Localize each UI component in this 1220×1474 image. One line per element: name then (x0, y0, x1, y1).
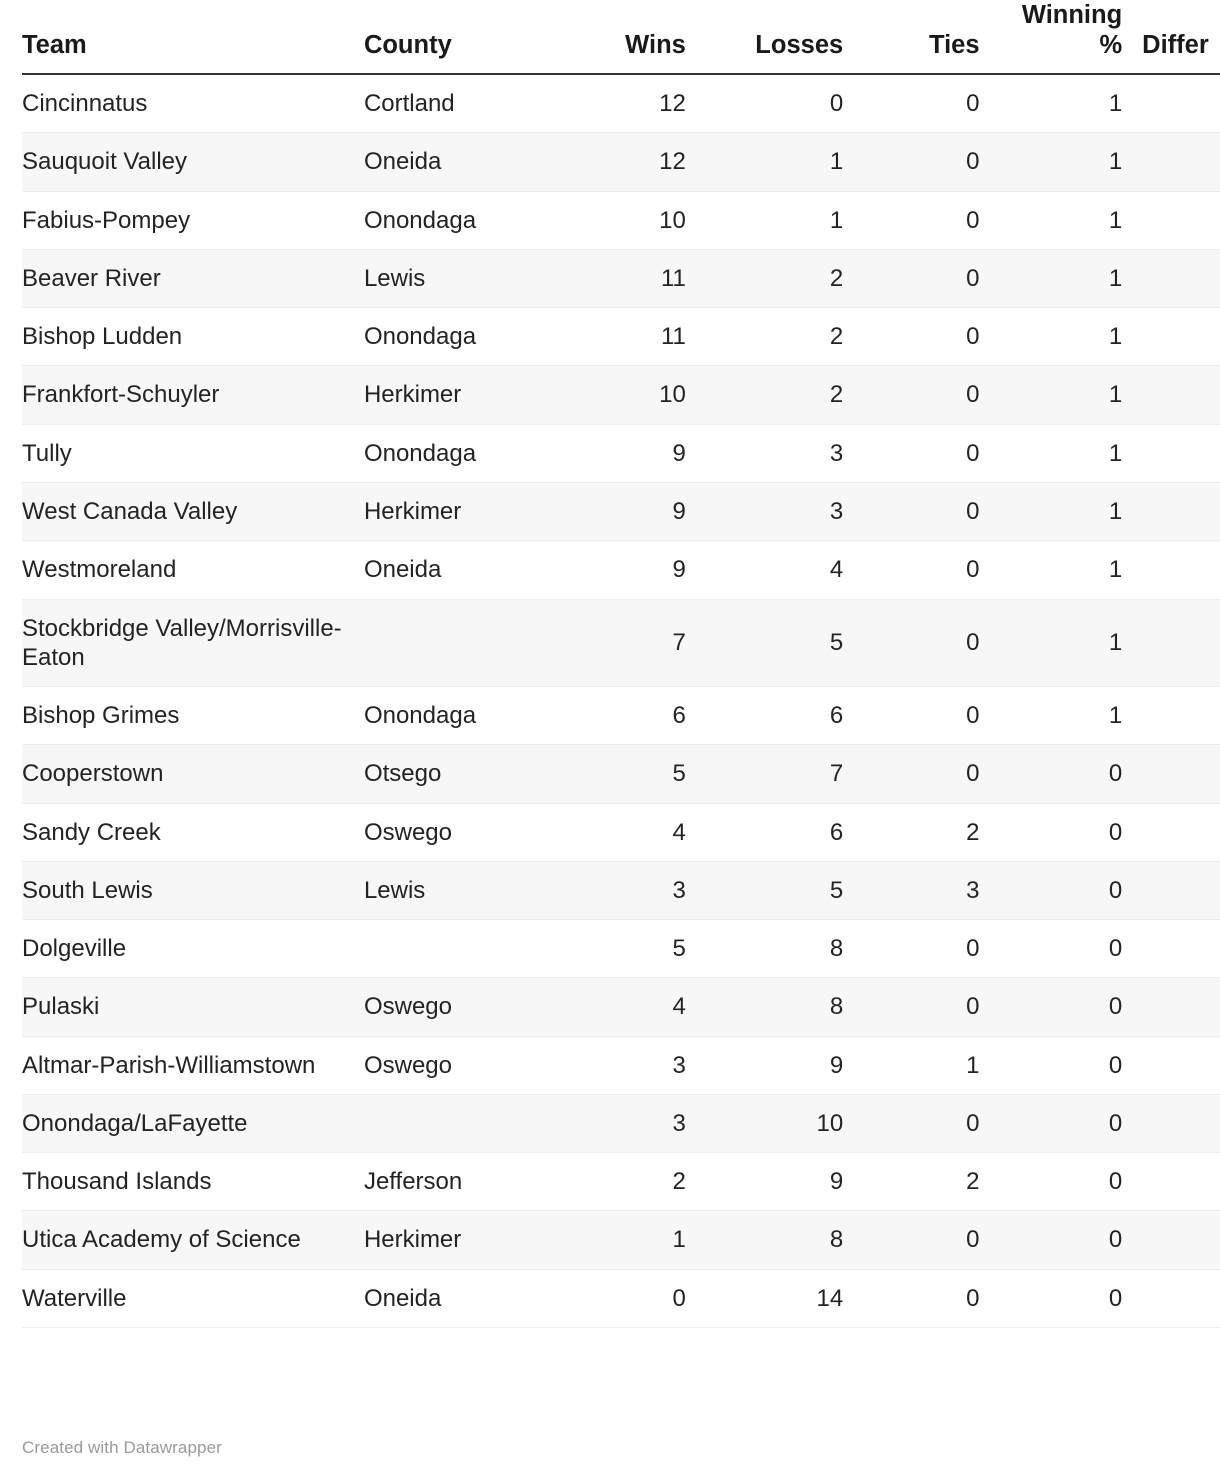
cell-losses: 3 (706, 424, 863, 482)
cell-county (364, 920, 565, 978)
cell-difference (1142, 1269, 1220, 1327)
cell-wins: 9 (565, 424, 706, 482)
cell-difference (1142, 1094, 1220, 1152)
table-row (22, 745, 1220, 803)
cell-wins: 4 (565, 803, 706, 861)
cell-difference (1142, 74, 1220, 133)
cell-county: Oneida (364, 133, 565, 191)
cell-winning-pct: 0 (1000, 861, 1143, 919)
cell-winning-pct: 0 (1000, 745, 1143, 803)
column-header-winning-pct[interactable] (1000, 0, 1143, 74)
cell-losses: 4 (706, 541, 863, 599)
cell-ties: 1 (863, 1036, 999, 1094)
cell-winning-pct: 1 (1000, 599, 1143, 687)
cell-wins: 10 (565, 366, 706, 424)
cell-county: Oneida (364, 1269, 565, 1327)
cell-ties: 0 (863, 424, 999, 482)
cell-team: Tully (22, 424, 364, 482)
cell-losses: 14 (706, 1269, 863, 1327)
cell-team: Cincinnatus (22, 74, 364, 133)
table-row (22, 1211, 1220, 1269)
cell-team: Waterville (22, 1269, 364, 1327)
cell-county: Otsego (364, 745, 565, 803)
cell-team: Onondaga/LaFayette (22, 1094, 364, 1152)
cell-difference (1142, 1036, 1220, 1094)
cell-county: Oswego (364, 978, 565, 1036)
cell-winning-pct: 0 (1000, 920, 1143, 978)
cell-winning-pct: 1 (1000, 74, 1143, 133)
cell-wins: 3 (565, 1036, 706, 1094)
cell-difference (1142, 978, 1220, 1036)
table-row (22, 74, 1220, 133)
table-row (22, 1094, 1220, 1152)
cell-losses: 5 (706, 861, 863, 919)
cell-ties: 0 (863, 1269, 999, 1327)
cell-ties: 2 (863, 1153, 999, 1211)
cell-wins: 6 (565, 687, 706, 745)
table-row (22, 687, 1220, 745)
cell-losses: 1 (706, 191, 863, 249)
cell-team: Utica Academy of Science (22, 1211, 364, 1269)
cell-team: Bishop Ludden (22, 308, 364, 366)
cell-ties: 3 (863, 861, 999, 919)
cell-difference (1142, 133, 1220, 191)
column-header-wins[interactable]: Wins (565, 0, 706, 74)
cell-difference (1142, 424, 1220, 482)
cell-difference (1142, 599, 1220, 687)
cell-county: Oswego (364, 1036, 565, 1094)
cell-team: Sauquoit Valley (22, 133, 364, 191)
cell-winning-pct: 0 (1000, 1094, 1143, 1152)
cell-losses: 3 (706, 483, 863, 541)
cell-winning-pct: 0 (1000, 1153, 1143, 1211)
cell-county: Oneida (364, 541, 565, 599)
cell-county (364, 1094, 565, 1152)
cell-county: Onondaga (364, 191, 565, 249)
table-row (22, 803, 1220, 861)
cell-wins: 3 (565, 861, 706, 919)
cell-ties: 0 (863, 541, 999, 599)
cell-wins: 11 (565, 308, 706, 366)
cell-difference (1142, 1153, 1220, 1211)
cell-ties: 0 (863, 191, 999, 249)
cell-losses: 9 (706, 1153, 863, 1211)
cell-ties: 0 (863, 308, 999, 366)
cell-winning-pct: 1 (1000, 366, 1143, 424)
cell-team: Frankfort-Schuyler (22, 366, 364, 424)
cell-winning-pct: 0 (1000, 1269, 1143, 1327)
cell-winning-pct: 1 (1000, 424, 1143, 482)
cell-team: Fabius-Pompey (22, 191, 364, 249)
cell-team: Westmoreland (22, 541, 364, 599)
cell-losses: 8 (706, 1211, 863, 1269)
table-row (22, 1153, 1220, 1211)
table-row (22, 191, 1220, 249)
cell-winning-pct: 0 (1000, 803, 1143, 861)
cell-difference (1142, 308, 1220, 366)
cell-team: Thousand Islands (22, 1153, 364, 1211)
cell-winning-pct: 1 (1000, 541, 1143, 599)
cell-ties: 0 (863, 1094, 999, 1152)
cell-wins: 2 (565, 1153, 706, 1211)
cell-team: Dolgeville (22, 920, 364, 978)
cell-team: Pulaski (22, 978, 364, 1036)
cell-losses: 0 (706, 74, 863, 133)
cell-difference (1142, 191, 1220, 249)
standings-table (22, 0, 1220, 1328)
cell-difference (1142, 861, 1220, 919)
table-row (22, 861, 1220, 919)
cell-difference (1142, 1211, 1220, 1269)
cell-county: Herkimer (364, 483, 565, 541)
cell-difference (1142, 249, 1220, 307)
winning-pct-line2: % (1099, 31, 1123, 60)
cell-difference (1142, 745, 1220, 803)
cell-wins: 12 (565, 133, 706, 191)
cell-ties: 0 (863, 1211, 999, 1269)
cell-wins: 5 (565, 745, 706, 803)
cell-wins: 1 (565, 1211, 706, 1269)
cell-wins: 0 (565, 1269, 706, 1327)
cell-ties: 0 (863, 366, 999, 424)
cell-wins: 3 (565, 1094, 706, 1152)
cell-county: Onondaga (364, 308, 565, 366)
cell-county: Oswego (364, 803, 565, 861)
cell-ties: 0 (863, 483, 999, 541)
table-body (22, 74, 1220, 1327)
cell-wins: 11 (565, 249, 706, 307)
cell-county: Jefferson (364, 1153, 565, 1211)
cell-ties: 0 (863, 599, 999, 687)
cell-county: Herkimer (364, 366, 565, 424)
column-header-ties[interactable]: Ties (863, 0, 999, 74)
table-row (22, 541, 1220, 599)
cell-losses: 6 (706, 687, 863, 745)
cell-county: Lewis (364, 861, 565, 919)
cell-ties: 0 (863, 74, 999, 133)
cell-ties: 0 (863, 745, 999, 803)
table-row (22, 424, 1220, 482)
cell-ties: 0 (863, 687, 999, 745)
cell-winning-pct: 0 (1000, 978, 1143, 1036)
column-header-losses[interactable]: Losses (706, 0, 863, 74)
cell-wins: 5 (565, 920, 706, 978)
cell-difference (1142, 803, 1220, 861)
column-header-difference[interactable]: Differ (1142, 0, 1220, 74)
cell-losses: 2 (706, 308, 863, 366)
cell-team: Stockbridge Valley/Morrisville-Eaton (22, 599, 364, 687)
cell-team: West Canada Valley (22, 483, 364, 541)
cell-wins: 9 (565, 483, 706, 541)
cell-county: Onondaga (364, 424, 565, 482)
cell-losses: 2 (706, 366, 863, 424)
cell-losses: 8 (706, 978, 863, 1036)
cell-wins: 7 (565, 599, 706, 687)
cell-losses: 7 (706, 745, 863, 803)
cell-losses: 5 (706, 599, 863, 687)
cell-winning-pct: 1 (1000, 483, 1143, 541)
cell-county: Lewis (364, 249, 565, 307)
table-row (22, 133, 1220, 191)
datawrapper-credit[interactable]: Created with Datawrapper (22, 1438, 222, 1457)
cell-winning-pct: 1 (1000, 133, 1143, 191)
cell-wins: 9 (565, 541, 706, 599)
winning-pct-line1: Winning (1021, 1, 1123, 29)
cell-wins: 10 (565, 191, 706, 249)
cell-county: Herkimer (364, 1211, 565, 1269)
table-row (22, 249, 1220, 307)
table-row (22, 1269, 1220, 1327)
table-row (22, 366, 1220, 424)
column-header-team[interactable]: Team (22, 0, 364, 74)
cell-winning-pct: 1 (1000, 249, 1143, 307)
cell-difference (1142, 483, 1220, 541)
cell-team: Bishop Grimes (22, 687, 364, 745)
cell-losses: 6 (706, 803, 863, 861)
cell-county (364, 599, 565, 687)
cell-difference (1142, 920, 1220, 978)
table-row (22, 920, 1220, 978)
table-row (22, 483, 1220, 541)
cell-losses: 8 (706, 920, 863, 978)
cell-winning-pct: 0 (1000, 1036, 1143, 1094)
cell-winning-pct: 1 (1000, 308, 1143, 366)
cell-team: Sandy Creek (22, 803, 364, 861)
cell-losses: 9 (706, 1036, 863, 1094)
table-header-row (22, 0, 1220, 74)
cell-winning-pct: 1 (1000, 687, 1143, 745)
cell-difference (1142, 541, 1220, 599)
cell-ties: 0 (863, 249, 999, 307)
cell-team: Beaver River (22, 249, 364, 307)
cell-ties: 0 (863, 133, 999, 191)
cell-team: Altmar-Parish-Williamstown (22, 1036, 364, 1094)
cell-ties: 0 (863, 978, 999, 1036)
cell-difference (1142, 366, 1220, 424)
cell-losses: 10 (706, 1094, 863, 1152)
cell-difference (1142, 687, 1220, 745)
table-row (22, 978, 1220, 1036)
cell-ties: 2 (863, 803, 999, 861)
cell-wins: 4 (565, 978, 706, 1036)
table-header (22, 0, 1220, 74)
cell-team: South Lewis (22, 861, 364, 919)
cell-winning-pct: 0 (1000, 1211, 1143, 1269)
cell-losses: 2 (706, 249, 863, 307)
cell-county: Onondaga (364, 687, 565, 745)
cell-ties: 0 (863, 920, 999, 978)
cell-losses: 1 (706, 133, 863, 191)
table-row (22, 308, 1220, 366)
table-row (22, 599, 1220, 687)
table-row (22, 1036, 1220, 1094)
cell-winning-pct: 1 (1000, 191, 1143, 249)
column-header-county[interactable]: County (364, 0, 565, 74)
cell-team: Cooperstown (22, 745, 364, 803)
cell-wins: 12 (565, 74, 706, 133)
cell-county: Cortland (364, 74, 565, 133)
